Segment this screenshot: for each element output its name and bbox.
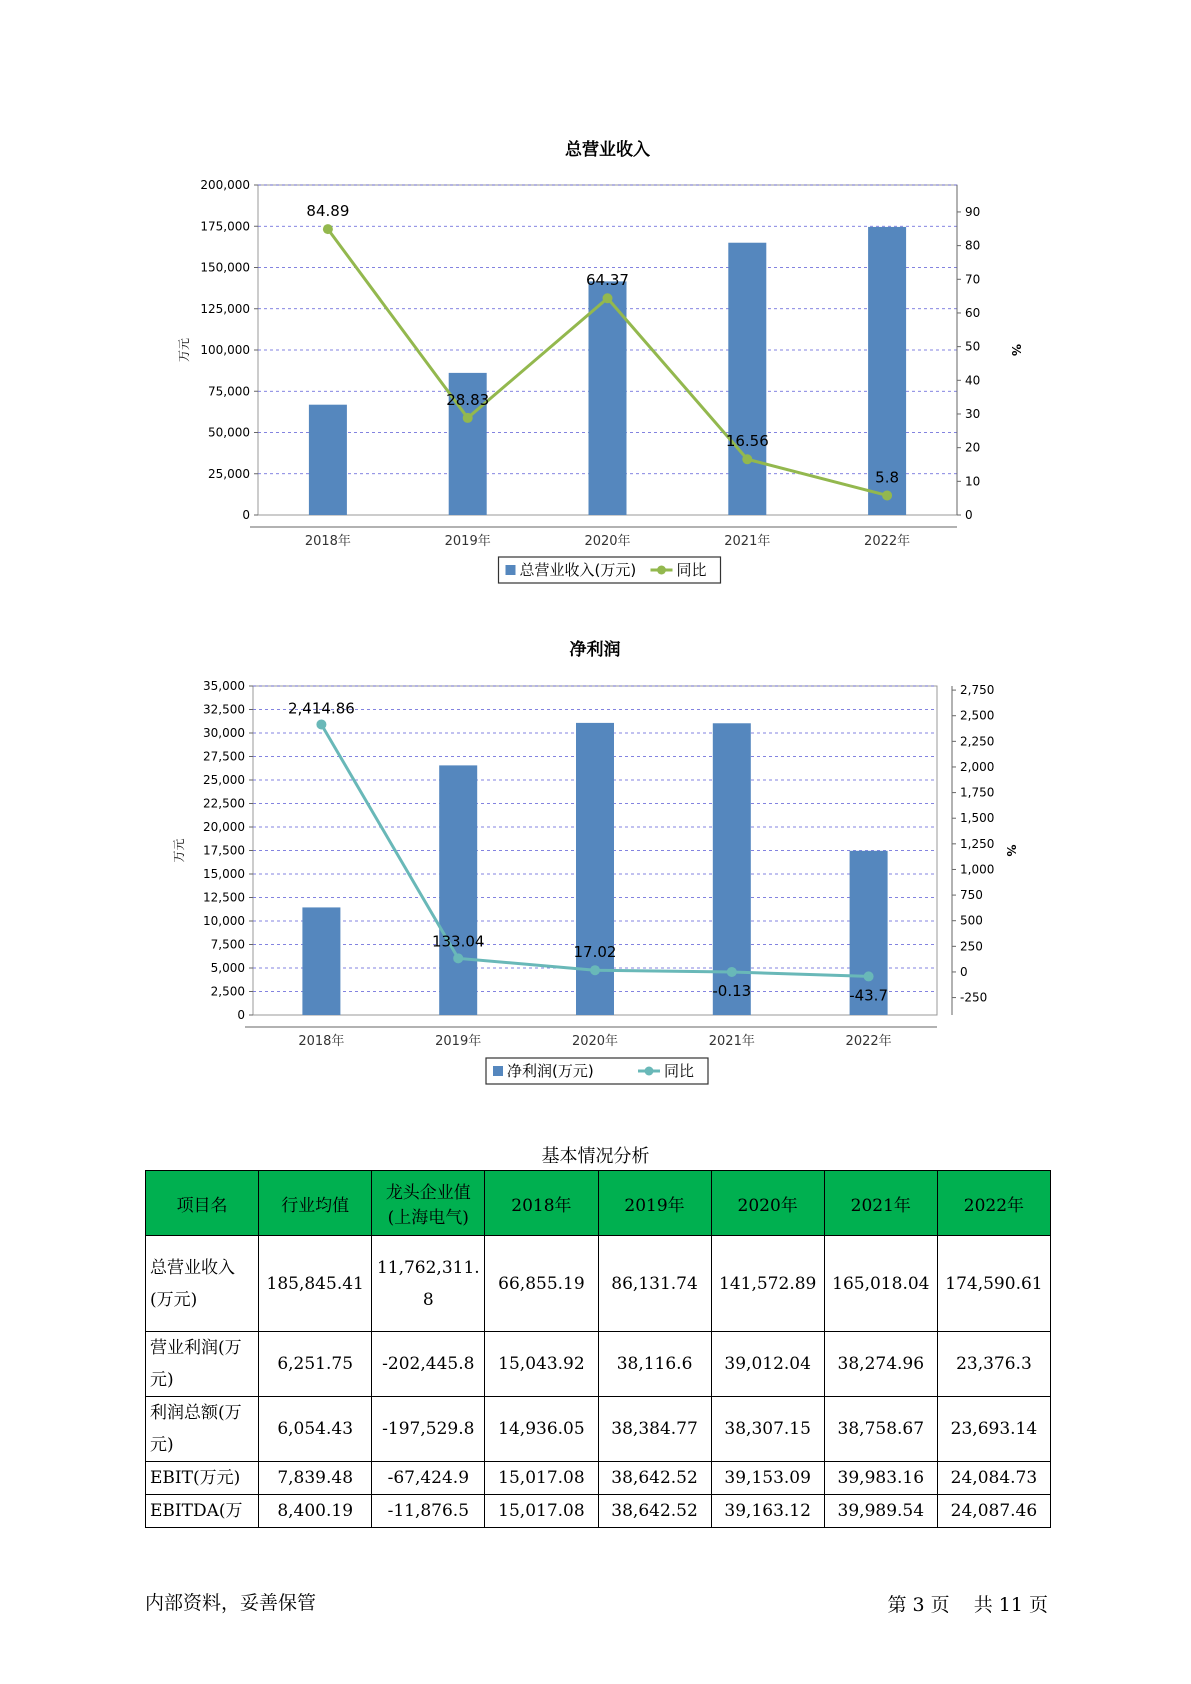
- legend-line-label: 同比: [676, 561, 707, 579]
- y-tick-label: 100,000: [200, 343, 250, 357]
- table-cell: 11,762,311.8: [372, 1236, 485, 1332]
- chart-svg: [0, 130, 1191, 600]
- y2-tick-label: 750: [960, 888, 983, 903]
- y-tick-label: 25,000: [208, 466, 250, 481]
- legend-line-label: 同比: [664, 1062, 695, 1080]
- table-header-cell: 2020年: [711, 1171, 824, 1236]
- y2-tick-label: 60: [965, 305, 981, 320]
- y2-tick-label: 50: [965, 339, 981, 354]
- y2-tick-label: 90: [965, 204, 981, 219]
- data-label: 84.89: [306, 202, 350, 221]
- page-prefix: 第: [887, 1594, 907, 1616]
- table-cell: 14,936.05: [485, 1397, 598, 1462]
- yoy-point: [323, 224, 333, 234]
- y2-axis-label: %: [1004, 844, 1018, 857]
- chart-title: 净利润: [569, 640, 621, 660]
- y2-tick-label: 20: [965, 440, 981, 455]
- data-label: 17.02: [573, 943, 617, 962]
- table-cell: 38,274.96: [824, 1332, 937, 1397]
- y2-tick-label: 2,000: [960, 759, 995, 774]
- table-cell: 15,017.08: [485, 1495, 598, 1528]
- row-label-cell: 利润总额(万元): [146, 1397, 259, 1462]
- total-prefix: 共: [973, 1594, 993, 1616]
- total-suffix: 页: [1028, 1594, 1048, 1616]
- table-header-cell: 2019年: [598, 1171, 711, 1236]
- y-tick-label: 0: [242, 508, 250, 522]
- bar: [589, 281, 627, 515]
- bar: [302, 907, 340, 1015]
- y-tick-label: 12,500: [203, 890, 245, 905]
- y-tick-label: 22,500: [203, 796, 245, 811]
- y-axis-label: 万元: [177, 337, 191, 363]
- table-cell: -202,445.8: [372, 1332, 485, 1397]
- y-tick-label: 10,000: [203, 914, 245, 928]
- table-cell: 7,839.48: [259, 1462, 372, 1495]
- x-tick-label: 2021年: [724, 534, 771, 549]
- table-row: [146, 1236, 1051, 1332]
- y-tick-label: 50,000: [208, 425, 250, 440]
- table-cell: 39,153.09: [711, 1462, 824, 1495]
- page-indicator: [885, 1590, 1051, 1617]
- table-cell: 38,307.15: [711, 1397, 824, 1462]
- x-tick-label: 2022年: [845, 1034, 892, 1049]
- chart-title: 总营业收入: [565, 140, 650, 160]
- row-label-cell: EBITDA(万: [146, 1495, 259, 1528]
- table-cell: 38,642.52: [598, 1495, 711, 1528]
- yoy-point: [727, 967, 737, 977]
- y2-tick-label: 80: [965, 238, 981, 253]
- table-cell: 39,983.16: [824, 1462, 937, 1495]
- y-axis-label: 万元: [172, 838, 186, 863]
- y-tick-label: 5,000: [210, 961, 245, 975]
- y2-tick-label: 70: [965, 272, 981, 287]
- y-tick-label: 150,000: [200, 260, 250, 275]
- table-cell: 6,054.43: [259, 1397, 372, 1462]
- table-header-cell: 行业均值: [259, 1171, 372, 1236]
- yoy-point: [882, 490, 892, 500]
- y-tick-label: 35,000: [203, 679, 245, 693]
- y2-tick-label: 10: [965, 474, 981, 489]
- yoy-point: [603, 293, 613, 303]
- data-label: 28.83: [446, 390, 490, 409]
- legend-line-marker: [657, 566, 666, 575]
- table-cell: 38,642.52: [598, 1462, 711, 1495]
- table-cell: 86,131.74: [598, 1236, 711, 1332]
- table-cell: 23,693.14: [937, 1397, 1050, 1462]
- table-cell: 39,012.04: [711, 1332, 824, 1397]
- legend-bar-label: 净利润(万元): [507, 1062, 594, 1080]
- y2-tick-label: 40: [965, 373, 981, 388]
- data-label: -43.7: [849, 986, 889, 1005]
- x-tick-label: 2020年: [584, 534, 631, 549]
- table-cell: -11,876.5: [372, 1495, 485, 1528]
- row-label-cell: 营业利润(万元): [146, 1332, 259, 1397]
- y-tick-label: 2,500: [210, 984, 245, 999]
- table-cell: 66,855.19: [485, 1236, 598, 1332]
- data-label: 2,414.86: [288, 699, 355, 718]
- y-tick-label: 30,000: [203, 726, 245, 740]
- data-label: 133.04: [431, 932, 485, 951]
- table-cell: 39,989.54: [824, 1495, 937, 1528]
- y-tick-label: 200,000: [200, 178, 250, 192]
- x-tick-label: 2021年: [708, 1034, 755, 1049]
- y2-tick-label: 1,750: [960, 785, 995, 800]
- table-cell: 23,376.3: [937, 1332, 1050, 1397]
- bar: [439, 765, 477, 1015]
- table-row: [146, 1462, 1051, 1495]
- table-cell: -197,529.8: [372, 1397, 485, 1462]
- y2-tick-label: 250: [960, 939, 983, 954]
- yoy-point: [590, 965, 600, 975]
- data-label: 16.56: [725, 432, 769, 451]
- table-cell: 15,017.08: [485, 1462, 598, 1495]
- y2-tick-label: 0: [960, 964, 968, 979]
- y2-axis-label: %: [1009, 343, 1023, 357]
- chart-legend: [499, 557, 721, 583]
- table-cell: -67,424.9: [372, 1462, 485, 1495]
- table-header-cell: 2018年: [485, 1171, 598, 1236]
- legend-bar-label: 总营业收入(万元): [519, 561, 637, 579]
- y2-tick-label: 1,000: [960, 862, 995, 877]
- table-header-cell: 项目名: [146, 1171, 259, 1236]
- data-label: -0.13: [712, 981, 752, 1000]
- y2-tick-label: 0: [965, 508, 973, 522]
- legend-bar-swatch: [493, 1066, 503, 1076]
- table-cell: 165,018.04: [824, 1236, 937, 1332]
- x-tick-label: 2022年: [864, 534, 911, 549]
- y2-tick-label: 2,750: [960, 683, 995, 698]
- y-tick-label: 32,500: [203, 702, 245, 717]
- page-number: 3: [912, 1594, 925, 1616]
- total-pages: 11: [998, 1594, 1023, 1616]
- table-header-row: [146, 1171, 1051, 1236]
- revenue-chart: [0, 130, 1191, 600]
- table-header-cell: 龙头企业值(上海电气): [372, 1171, 485, 1236]
- yoy-point: [864, 971, 874, 981]
- table-cell: 24,084.73: [937, 1462, 1050, 1495]
- data-label: 64.37: [586, 271, 629, 290]
- table-cell: 174,590.61: [937, 1236, 1050, 1332]
- y-tick-label: 17,500: [203, 843, 245, 858]
- yoy-point: [453, 953, 463, 963]
- table-cell: 38,384.77: [598, 1397, 711, 1462]
- table-header-cell: 2022年: [937, 1171, 1050, 1236]
- table-cell: 141,572.89: [711, 1236, 824, 1332]
- legend-line-marker: [645, 1067, 654, 1076]
- y-tick-label: 0: [237, 1008, 245, 1022]
- y-tick-label: 15,000: [203, 867, 245, 881]
- x-tick-label: 2018年: [304, 534, 351, 549]
- chart-svg: [0, 630, 1191, 1090]
- yoy-point: [463, 413, 473, 423]
- table-cell: 185,845.41: [259, 1236, 372, 1332]
- y-tick-label: 20,000: [203, 820, 245, 834]
- chart-legend: [486, 1058, 708, 1084]
- table-row: [146, 1332, 1051, 1397]
- bar: [728, 243, 766, 515]
- legend-bar-swatch: [506, 565, 516, 575]
- table-cell: 39,163.12: [711, 1495, 824, 1528]
- y-tick-label: 25,000: [203, 773, 245, 787]
- y-tick-label: 7,500: [210, 937, 245, 952]
- y-tick-label: 75,000: [208, 384, 250, 399]
- y2-tick-label: 1,500: [960, 811, 995, 826]
- basic-analysis-table: [145, 1170, 1051, 1528]
- table-cell: 38,758.67: [824, 1397, 937, 1462]
- net-profit-chart: [0, 630, 1191, 1090]
- row-label-cell: 总营业收入(万元): [146, 1236, 259, 1332]
- table-row: [146, 1495, 1051, 1528]
- table-cell: 6,251.75: [259, 1332, 372, 1397]
- data-label: 5.8: [875, 468, 900, 487]
- y2-tick-label: 30: [965, 406, 981, 421]
- x-tick-label: 2019年: [435, 1034, 482, 1049]
- bar: [309, 405, 347, 515]
- x-tick-label: 2020年: [571, 1034, 619, 1049]
- table-cell: 24,087.46: [937, 1495, 1050, 1528]
- table-caption: 基本情况分析: [541, 1146, 650, 1167]
- table-cell: 38,116.6: [598, 1332, 711, 1397]
- table-cell: 15,043.92: [485, 1332, 598, 1397]
- y2-tick-label: 2,250: [960, 734, 995, 749]
- yoy-point: [742, 454, 752, 464]
- table-header-cell: 2021年: [824, 1171, 937, 1236]
- y2-tick-label: 1,250: [960, 836, 995, 851]
- y2-tick-label: -250: [960, 990, 988, 1005]
- x-tick-label: 2018年: [298, 1034, 345, 1049]
- yoy-point: [316, 719, 326, 729]
- table-cell: 8,400.19: [259, 1495, 372, 1528]
- y-tick-label: 175,000: [200, 219, 250, 234]
- y2-tick-label: 500: [960, 913, 983, 928]
- x-tick-label: 2019年: [444, 534, 491, 549]
- row-label-cell: EBIT(万元): [146, 1462, 259, 1495]
- y-tick-label: 125,000: [200, 301, 250, 316]
- y2-tick-label: 2,500: [960, 708, 995, 723]
- footer-note: 内部资料，妥善保管: [145, 1592, 317, 1614]
- table-row: [146, 1397, 1051, 1462]
- y-tick-label: 27,500: [203, 749, 245, 764]
- page-suffix: 页: [930, 1594, 950, 1616]
- table-body: [146, 1236, 1051, 1528]
